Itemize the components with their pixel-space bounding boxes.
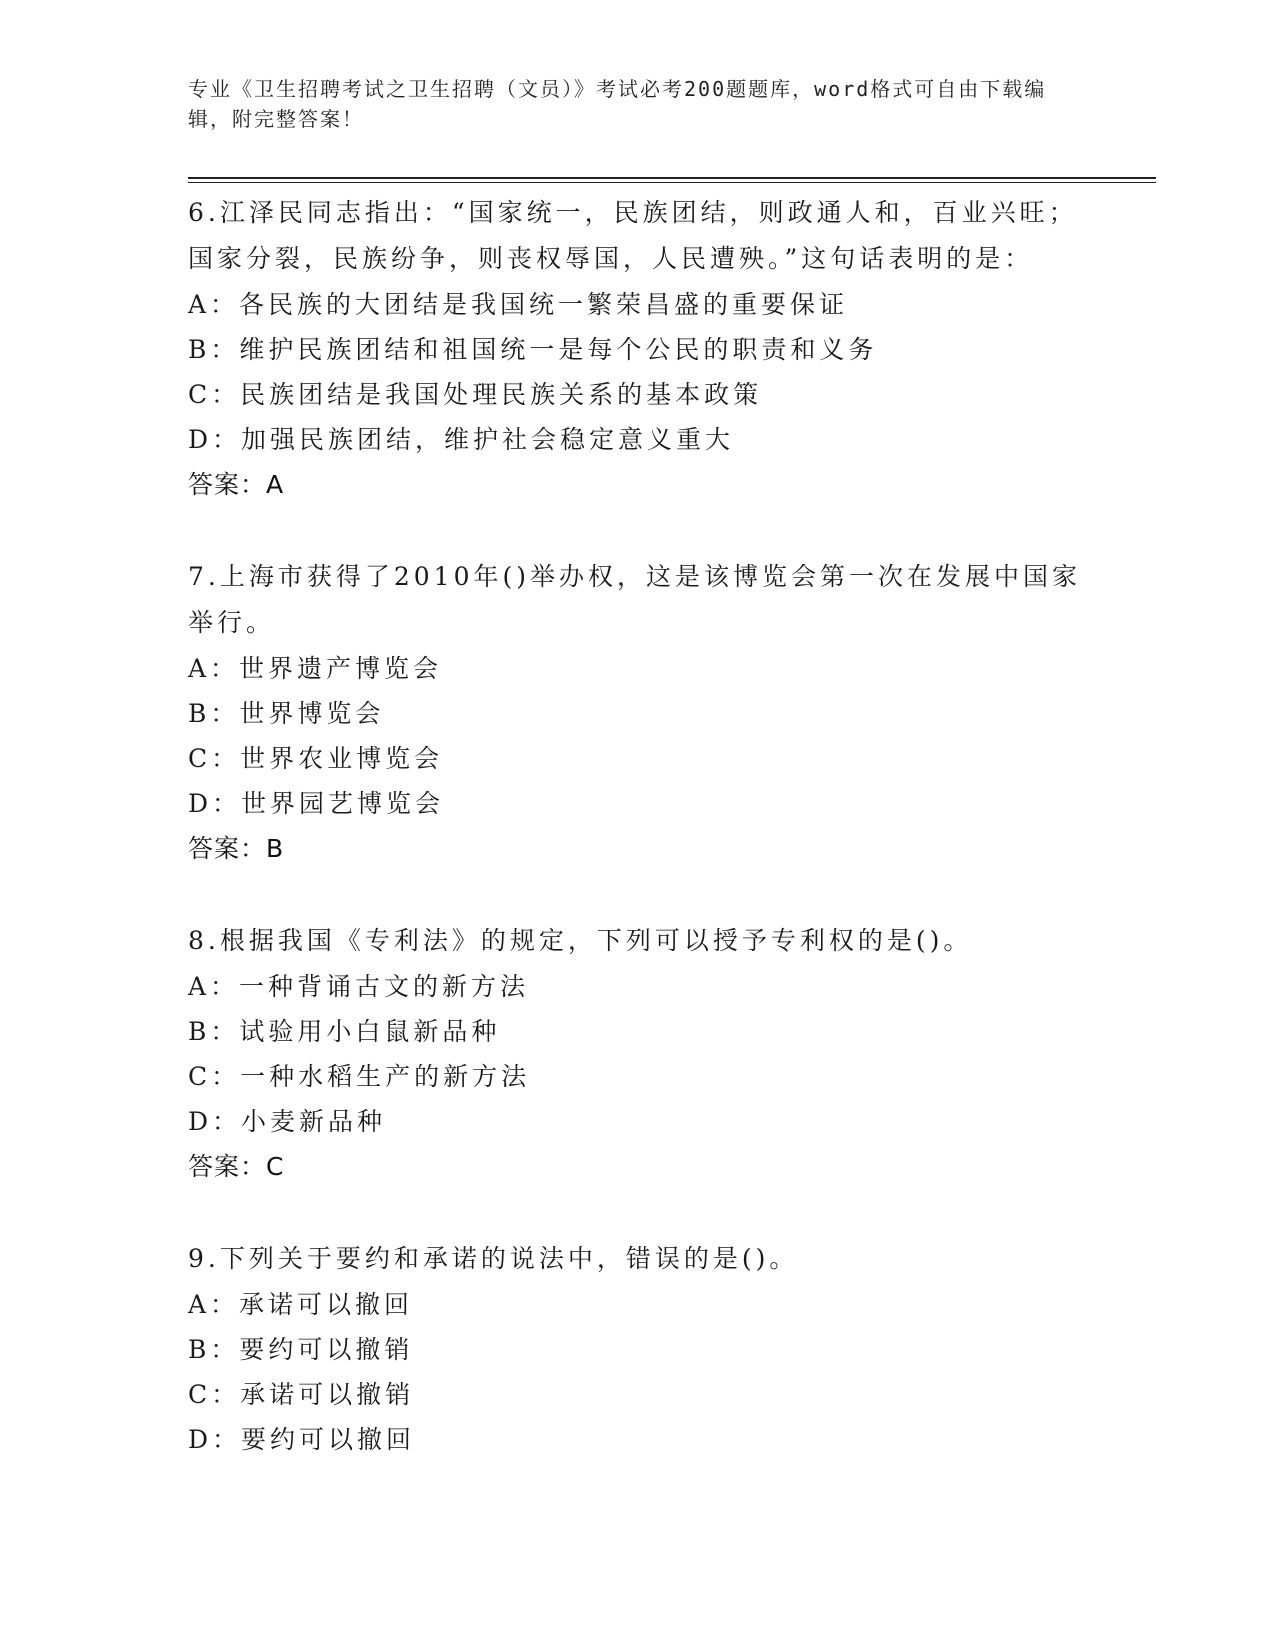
answer-line: 答案：A — [188, 470, 285, 499]
question-7 — [188, 554, 1088, 872]
option-d: D：要约可以撤回 — [188, 1425, 416, 1454]
option-a: A：承诺可以撤回 — [188, 1290, 414, 1319]
option-b: B：世界博览会 — [188, 699, 385, 728]
question-stem: 7.上海市获得了2010年()举办权，这是该博览会第一次在发展中国家举行。 — [188, 562, 1081, 637]
document-intro: 专业《卫生招聘考试之卫生招聘（文员）》考试必考200题题库，word格式可自由下载编辑，附完整答案！ — [188, 77, 1047, 131]
answer-line: 答案：C — [188, 1152, 285, 1181]
option-b: B：试验用小白鼠新品种 — [188, 1017, 501, 1046]
option-a: A：各民族的大团结是我国统一繁荣昌盛的重要保证 — [188, 290, 849, 319]
question-8 — [188, 918, 1088, 1190]
header-divider-thick — [188, 177, 1156, 179]
question-stem: 8.根据我国《专利法》的规定，下列可以授予专利权的是()。 — [188, 926, 973, 955]
question-6 — [188, 190, 1088, 508]
option-a: A：世界遗产博览会 — [188, 654, 443, 683]
option-d: D：小麦新品种 — [188, 1107, 387, 1136]
option-c: C：世界农业博览会 — [188, 744, 444, 773]
option-c: C：民族团结是我国处理民族关系的基本政策 — [188, 380, 763, 409]
question-stem: 6.江泽民同志指出：“国家统一，民族团结，则政通人和，百业兴旺；国家分裂，民族纷争，则丧权辱国，人民遭殃。”这句话表明的是： — [188, 198, 1078, 273]
header-divider-thin — [188, 182, 1156, 183]
question-stem: 9.下列关于要约和承诺的说法中，错误的是()。 — [188, 1244, 799, 1273]
option-a: A：一种背诵古文的新方法 — [188, 972, 530, 1001]
option-b: B：要约可以撤销 — [188, 1335, 414, 1364]
answer-line: 答案：B — [188, 834, 285, 863]
question-list — [188, 190, 1088, 1508]
option-c: C：一种水稻生产的新方法 — [188, 1062, 531, 1091]
option-d: D：世界园艺博览会 — [188, 789, 445, 818]
option-b: B：维护民族团结和祖国统一是每个公民的职责和义务 — [188, 335, 878, 364]
option-d: D：加强民族团结，维护社会稳定意义重大 — [188, 425, 735, 454]
option-c: C：承诺可以撤销 — [188, 1380, 415, 1409]
question-9 — [188, 1236, 1088, 1462]
